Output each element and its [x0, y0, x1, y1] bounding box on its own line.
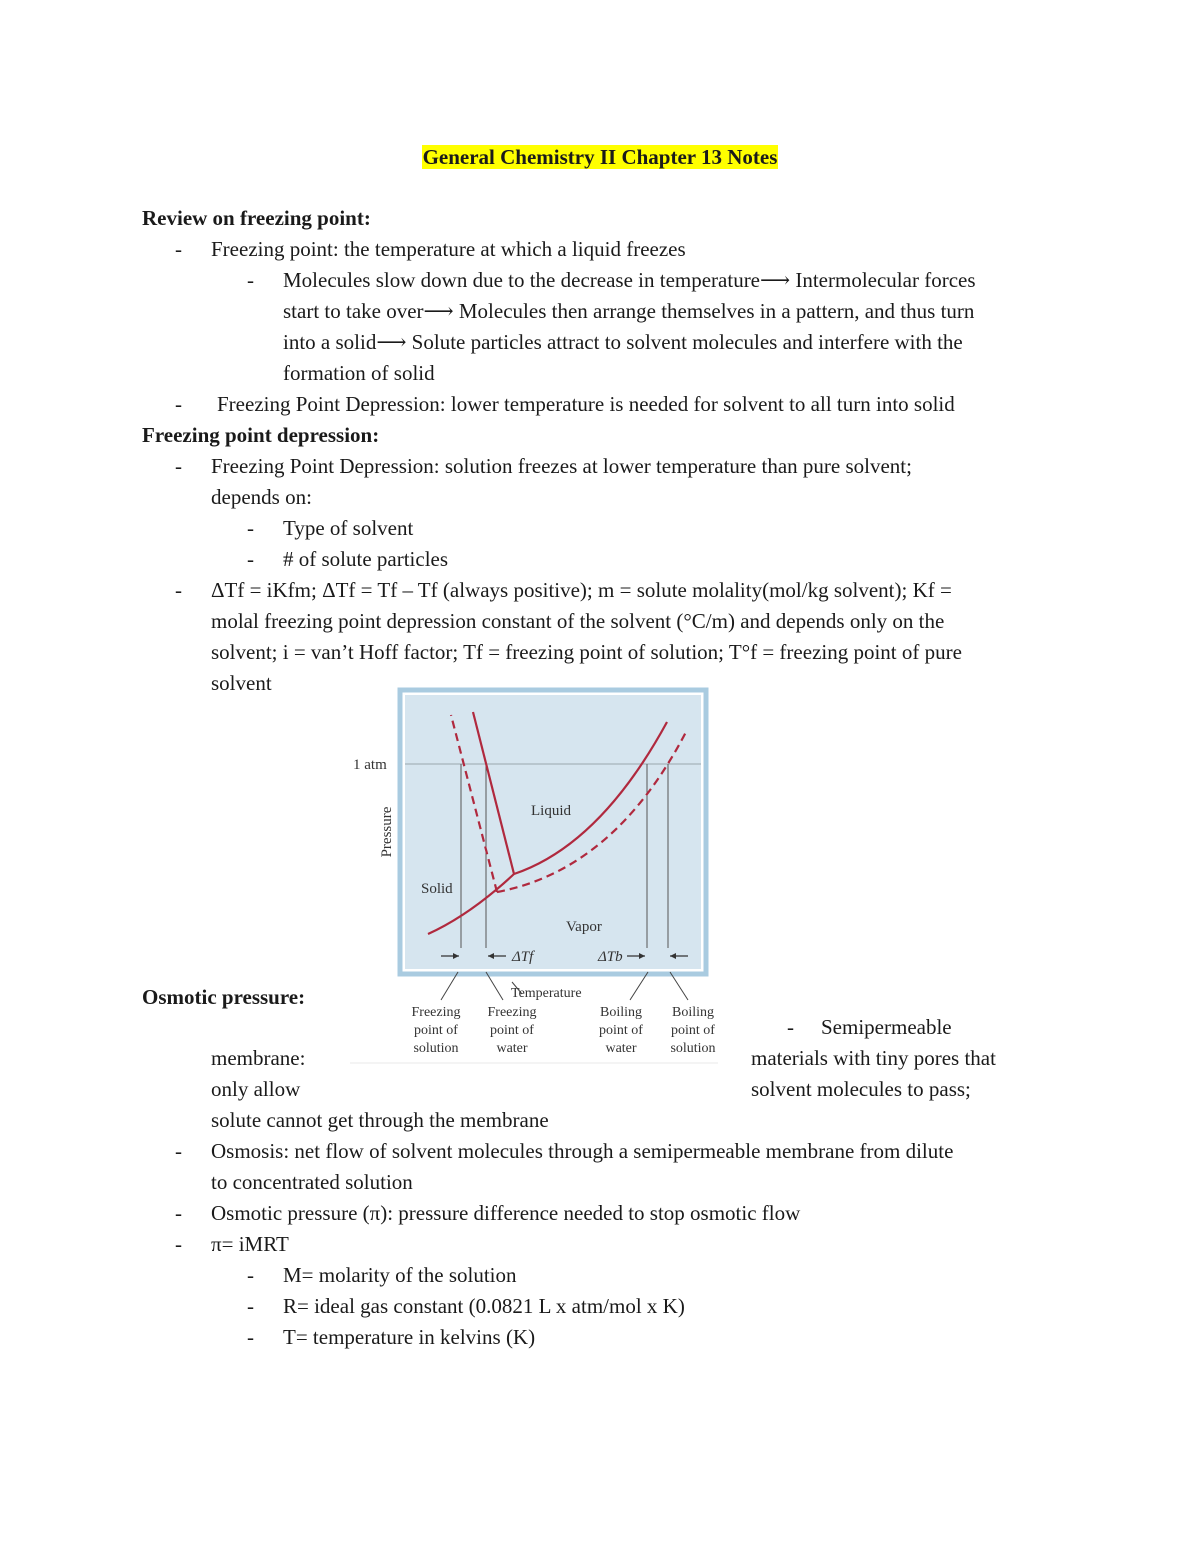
bullet-text: Freezing Point Depression: solution freezes at lower temperature than pure solvent; [211, 454, 912, 478]
bullet-dash: - [175, 1139, 182, 1163]
label-bp-water: point of [599, 1023, 643, 1038]
bullet-text: depends on: [211, 485, 312, 509]
bullet-text: into a solid⟶ Solute particles attract to solvent molecules and interfere with the [283, 330, 963, 354]
region-label-solid: Solid [421, 881, 453, 897]
bullet-text: formation of solid [283, 361, 435, 385]
axis-label-pressure: Pressure [379, 806, 395, 858]
bullet-text: start to take over⟶ Molecules then arrange themselves in a pattern, and thus turn [283, 299, 975, 323]
bullet-text: M= molarity of the solution [283, 1263, 517, 1287]
bullet-text: solute cannot get through the membrane [211, 1108, 549, 1132]
bullet-text: only allow [211, 1077, 301, 1101]
bullet-text: Freezing Point Depression: lower temperature is needed for solvent to all turn into solid [217, 392, 955, 416]
bullet-text: R= ideal gas constant (0.0821 L x atm/mol x K) [283, 1294, 685, 1318]
label-fp-water: water [496, 1041, 528, 1056]
label-fp-solution: point of [414, 1023, 458, 1038]
region-label-vapor: Vapor [566, 919, 602, 935]
bullet-dash: - [175, 1232, 182, 1256]
bullet-dash: - [247, 1263, 254, 1287]
bullet-text: π= iMRT [211, 1232, 289, 1256]
bullet-text: molal freezing point depression constant of the solvent (°C/m) and depends only on the [211, 609, 945, 633]
bullet-text: Molecules slow down due to the decrease in temperature⟶ Intermolecular forces [283, 268, 976, 292]
bullet-text: membrane: [211, 1046, 306, 1070]
page-title: General Chemistry II Chapter 13 Notes [422, 145, 778, 169]
diagram-plot-area [405, 695, 701, 969]
bullet-text: solvent molecules to pass; [751, 1077, 971, 1101]
bullet-text: to concentrated solution [211, 1170, 413, 1194]
bullet-dash: - [247, 547, 254, 571]
bullet-text: Semipermeable [821, 1015, 952, 1039]
bullet-text: ΔTf = iKfm; ΔTf = Tf – Tf (always positive); m = solute molality(mol/kg solvent); Kf = [211, 578, 952, 602]
bullet-text: materials with tiny pores that [751, 1046, 996, 1070]
axis-label-temperature: Temperature [511, 986, 582, 1001]
bullet-text: solvent; i = van’t Hoff factor; Tf = freezing point of solution; T°f = freezing point of pure [211, 640, 962, 664]
section-heading-freezing-depression: Freezing point depression: [142, 423, 380, 447]
bullet-text: Osmosis: net flow of solvent molecules through a semipermeable membrane from dilute [211, 1139, 954, 1163]
label-fp-solution: solution [413, 1041, 459, 1056]
bullet-dash: - [247, 268, 254, 292]
bullet-dash: - [175, 578, 182, 602]
label-bp-solution: Boiling [671, 1005, 715, 1020]
label-bp-water: Boiling [599, 1005, 643, 1020]
section-heading-osmotic-pressure: Osmotic pressure: [142, 985, 306, 1009]
bullet-dash: - [247, 516, 254, 540]
bullet-dash: - [175, 454, 182, 478]
label-bp-solution: solution [670, 1041, 716, 1056]
bullet-dash: - [787, 1015, 794, 1039]
label-fp-water: point of [490, 1023, 534, 1038]
bullet-text: solvent [211, 671, 272, 695]
bullet-dash: - [175, 1201, 182, 1225]
label-delta-tf: ΔTf [512, 949, 534, 965]
label-delta-tb: ΔTb [598, 949, 623, 965]
bullet-dash: - [175, 392, 182, 416]
bullet-text: Osmotic pressure (π): pressure difference needed to stop osmotic flow [211, 1201, 801, 1225]
bullet-dash: - [247, 1325, 254, 1349]
phase-diagram-figure [345, 684, 725, 1069]
bullet-text: Freezing point: the temperature at which a liquid freezes [211, 237, 686, 261]
bullet-dash: - [175, 237, 182, 261]
label-1-atm: 1 atm [353, 757, 387, 773]
label-bp-water: water [605, 1041, 637, 1056]
label-bp-solution: point of [671, 1023, 715, 1038]
bullet-text: Type of solvent [283, 516, 414, 540]
label-fp-water: Freezing [487, 1005, 537, 1020]
section-heading-freezing-review: Review on freezing point: [142, 206, 371, 230]
label-fp-solution: Freezing [411, 1005, 461, 1020]
bullet-text: # of solute particles [283, 547, 449, 571]
bullet-dash: - [247, 1294, 254, 1318]
bullet-text: T= temperature in kelvins (K) [283, 1325, 536, 1349]
region-label-liquid: Liquid [531, 803, 571, 819]
